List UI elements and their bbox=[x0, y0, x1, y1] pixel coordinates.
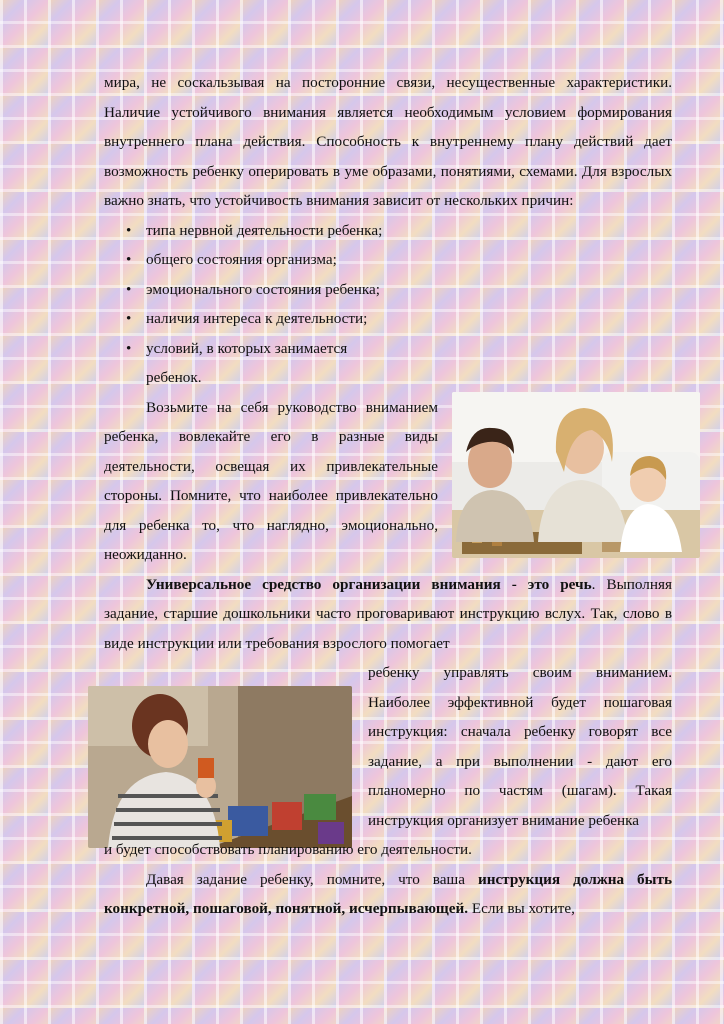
paragraph-speech: Универсальное средство организации внимания - это речь. Выполняя задание, старшие дошкольники часто проговаривают инструкцию вслух. Так, слово в виде инструкции или требования взрослого помогает bbox=[104, 575, 672, 652]
list-item: • типа нервной деятельности ребенка; bbox=[104, 216, 672, 246]
paragraph-attention-stability: мира, не соскальзывая на посторонние связи, несущественные характеристики. Наличие устойчивого внимания является необходимым условием формирования внутреннего плана действия. Способность к внутреннему плану действий дает возможность ребенку оперировать в уме образами, понятиями, схемами. Для взрослых важно знать, что устойчивость внимания зависит от нескольких причин: bbox=[104, 74, 672, 209]
speech-emphasis: Универсальное средство организации внимания - это речь bbox=[146, 575, 592, 593]
causes-list bbox=[104, 216, 672, 393]
paragraph-instruction: Давая задание ребенку, помните, что ваша инструкция должна быть конкретной, пошаговой, понятной, исчерпывающей. Если вы хотите, bbox=[104, 870, 672, 917]
paragraph-speech-wrap: ребенку управлять своим вниманием. Наиболее эффективной будет пошаговая инструкция: сначала ребенку говорят все задание, а при выполнении - дают его планомерно по частям (шагам). Такая инструкция организует внимание ребенка bbox=[368, 664, 672, 829]
list-item-continuation: ребенок. bbox=[146, 369, 202, 386]
bullet-icon: • bbox=[126, 251, 132, 268]
paragraph-guidance: Возьмите на себя руководство вниманием ребенка, вовлекайте его в разные виды деятельности, освещая их привлекательные стороны. Помните, что наиболее привлекательно для ребенка то, что наглядно, эмоционально, неожиданно. bbox=[104, 398, 438, 563]
list-item: • общего состояния организма; bbox=[104, 245, 672, 275]
bullet-icon: • bbox=[126, 221, 132, 239]
document-page bbox=[104, 68, 672, 924]
bullet-icon: • bbox=[126, 339, 132, 357]
paragraph-speech-end: и будет способствовать планированию его деятельности. bbox=[104, 841, 472, 858]
list-item: • наличия интереса к деятельности; bbox=[104, 304, 672, 334]
list-item: • условий, в которых занимается bbox=[104, 334, 672, 364]
instruction-emphasis: инструкция должна быть конкретной, пошаговой, понятной, исчерпывающей. bbox=[104, 870, 672, 917]
list-item: • эмоционального состояния ребенка; bbox=[104, 275, 672, 305]
bullet-icon: • bbox=[126, 280, 132, 298]
bullet-icon: • bbox=[126, 310, 132, 327]
